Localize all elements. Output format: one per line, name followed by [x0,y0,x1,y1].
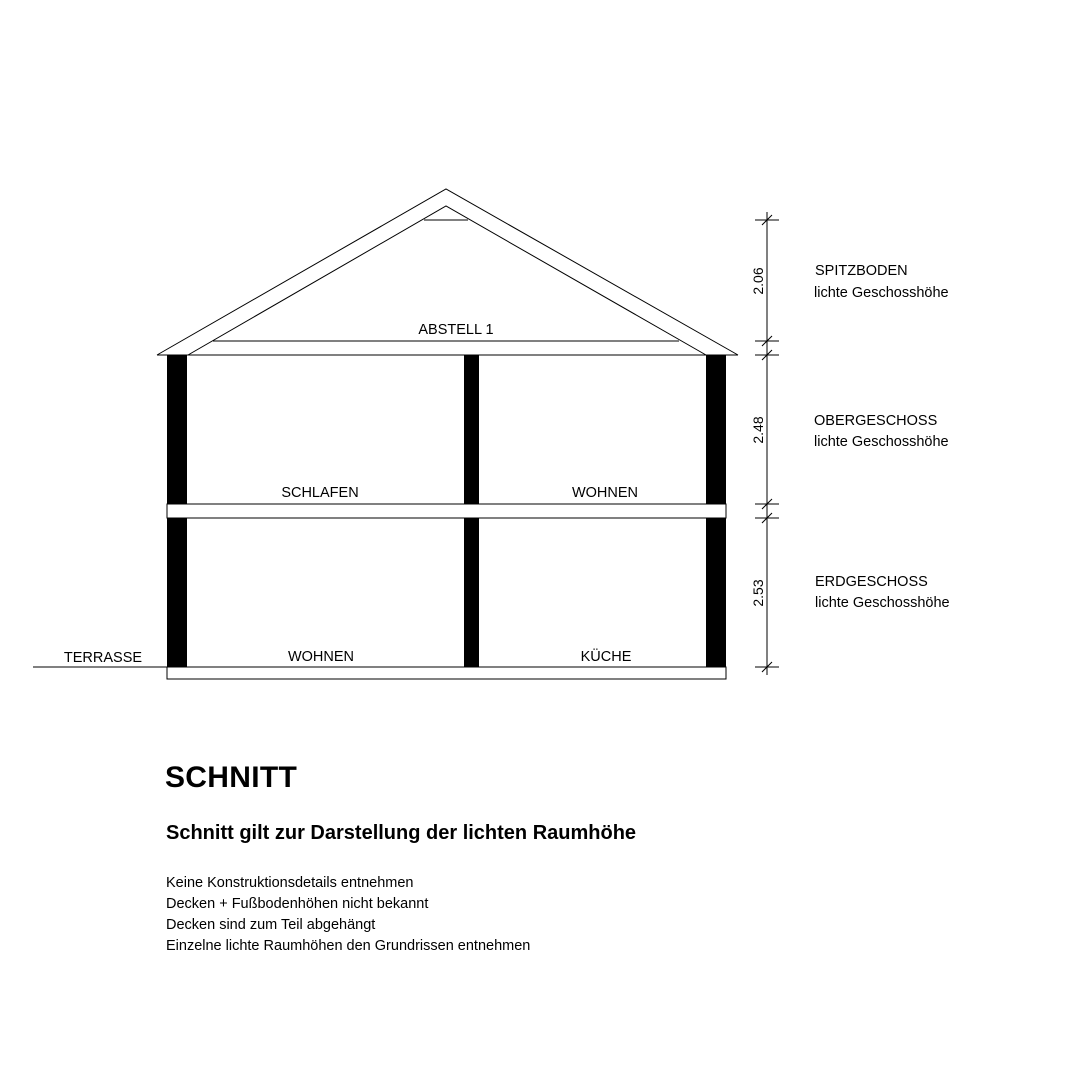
room-label-attic: ABSTELL 1 [418,322,494,338]
intermediate-slab [167,504,726,518]
wall-right-ground [706,518,726,667]
note-item: Einzelne lichte Raumhöhen den Grundrissen entnehmen [166,938,531,954]
note-item: Decken + Fußbodenhöhen nicht bekannt [166,896,429,912]
room-label-ground-right: KÜCHE [580,649,632,665]
outside-label-terrace: TERRASSE [63,650,143,666]
dimension-value-ground: 2.53 [750,579,766,607]
level-caption-ground: lichte Geschosshöhe [815,595,950,611]
level-caption-attic: lichte Geschosshöhe [814,285,949,301]
note-item: Keine Konstruktionsdetails entnehmen [166,875,414,891]
dimension-value-attic: 2.06 [750,267,766,295]
level-name-ground: ERDGESCHOSS [815,574,928,590]
room-label-ground-left: WOHNEN [287,649,355,665]
page-subtitle: Schnitt gilt zur Darstellung der lichten Raumhöhe [166,822,637,844]
note-item: Decken sind zum Teil abgehängt [166,917,376,933]
room-label-upper-right: WOHNEN [571,485,639,501]
page-title: SCHNITT [165,761,298,794]
wall-left-upper [167,355,187,504]
wall-right-upper [706,355,726,504]
level-name-upper: OBERGESCHOSS [814,413,938,429]
level-name-attic: SPITZBODEN [815,263,908,279]
wall-middle-ground [464,518,479,667]
level-caption-upper: lichte Geschosshöhe [814,434,949,450]
wall-middle-upper [464,355,479,504]
wall-left-ground [167,518,187,667]
foundation-slab [167,667,726,679]
notes-list [166,873,530,957]
dimension-value-upper: 2.48 [750,416,766,444]
slabs [167,504,726,679]
room-label-upper-left: SCHLAFEN [281,485,359,501]
